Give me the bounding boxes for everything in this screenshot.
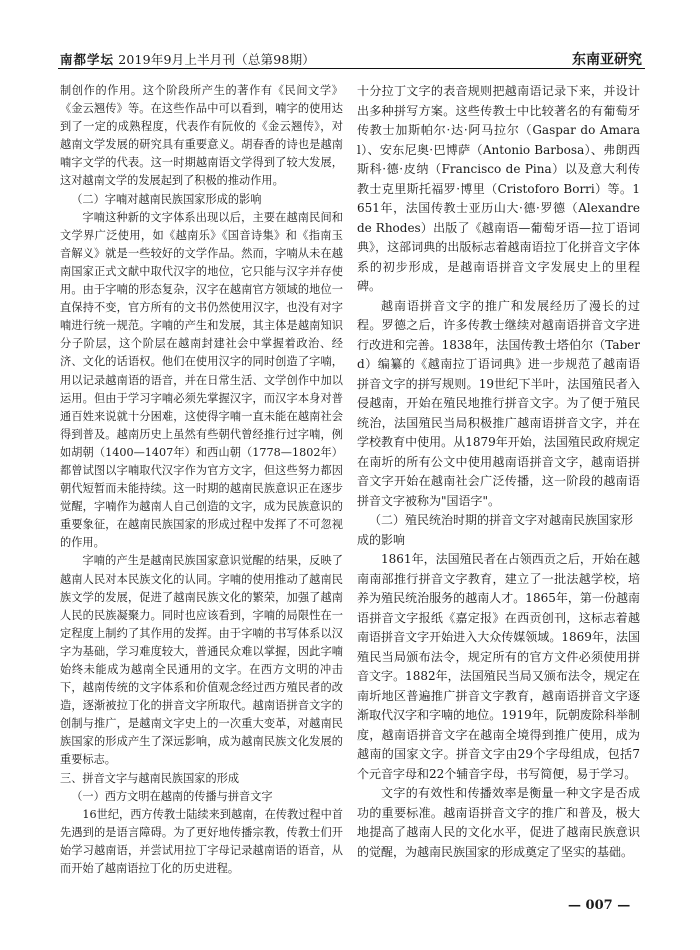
issue-info: 2019年9月上半月刊（总第98期） bbox=[118, 52, 315, 67]
subsection-heading: （二）殖民统治时期的拼音文字对越南民族国家形成的影响 bbox=[357, 513, 634, 547]
paragraph: 文字的有效性和传播效率是衡量一种文字是否成功的重要标准。越南语拼音文字的推广和普及，极大地提高了越南人民的文化水平，促进了越南民族意识的觉醒，为越南民族国家的形成奠定了坚实的基础。 bbox=[357, 786, 640, 859]
right-column bbox=[357, 82, 640, 862]
paragraph: 字喃这种新的文字体系出现以后，主要在越南民间和文学界广泛使用，如《越南乐》《国音诗集》和《指南玉音解义》就是一些较好的文学作品。然而，字喃从未在越南国家正式文献中取代汉字的地位，它只能与汉字并存使用。由于字喃的形态复杂，汉字在越南官方领域的地位一直保持不变，官方所有的文书仍然使用汉字，也没有对字喃进行统一规范。字喃的产生和发展，其主体是越南知识分子阶层，这个阶层在越南封建社会中掌握着政治、经济、文化的话语权。他们在使用汉字的同时创造了字喃，用以记录越南语的语音，并在日常生活、文学创作中加以运用。但由于学习字喃必须先掌握汉字，而汉字本身对普通百姓来说就十分困难，这使得字喃一直未能在越南社会得到普及。越南历史上虽然有些朝代曾经推行过字喃，例如胡朝（1400—1407年）和西山朝（1778—1802年）都曾试图以字喃取代汉字作为官方文字，但这些努力都因朝代短暂而未能持续。这一时期的越南民族意识正在逐步觉醒，字喃作为越南人自己创造的文字，成为民族意识的重要象征，在越南民族国家的形成过程中发挥了不可忽视的作用。 bbox=[60, 210, 343, 550]
subsection-heading: （一）西方文明在越南的传播与拼音文字 bbox=[71, 789, 273, 803]
paragraph: 1861年，法国殖民者在占领西贡之后，开始在越南南部推行拼音文字教育，建立了一批法越学校，培养为殖民统治服务的越南人才。1865年，第一份越南语拼音文字报纸《嘉定报》在西贡创刊，这标志着越南语拼音文字开始进入大众传媒领域。1869年，法国殖民当局颁布法令，规定所有的官方文件必须使用拼音文字。1882年，法国殖民当局又颁布法令，规定在南圻地区普遍推广拼音文字教育，越南语拼音文字逐渐取代汉字和字喃的地位。1919年，阮朝废除科举制度，越南语拼音文字在越南全境得到推广使用，成为越南的国家文字。拼音文字由29个字母组成，包括7个元音字母和22个辅音字母，书写简便，易于学习。 bbox=[357, 552, 640, 781]
paragraph: 16世纪，西方传教士陆续来到越南，在传教过程中首先遇到的是语言障碍。为了更好地传播宗教，传教士们开始学习越南语，并尝试用拉丁字母记录越南语的语音，从而开始了越南语拉丁化的历史进程。 bbox=[60, 807, 343, 876]
page-number: — 007 — bbox=[568, 898, 631, 913]
journal-info bbox=[60, 50, 315, 68]
paragraph: 十分拉丁文字的表音规则把越南语记录下来，并设计出多种拼写方案。这些传教士中比较著名的有葡萄牙传教士加斯帕尔·达·阿马拉尔（Gaspar do Amaral）、安东尼奥·巴博萨（Antonio Barbosa）、弗朗西斯科·德·皮纳（Francisco de Pina）以及意大利传教士克里斯托福罗·博里（Cristoforo Borri）等。1651年，法国传教士亚历山大·德·罗德（Alexandre de Rhodes）出版了《越南语—葡萄牙语—拉丁语词典》，这部词典的出版标志着越南语拉丁化拼音文字体系的初步形成，是越南语拼音文字发展史上的里程碑。 bbox=[357, 84, 640, 293]
paragraph: 字喃的产生是越南民族国家意识觉醒的结果，反映了越南人民对本民族文化的认同。字喃的使用推动了越南民族文学的发展，促进了越南民族文化的繁荣，加强了越南人民的民族凝聚力。同时也应该看到，字喃的局限性在一定程度上制约了其作用的发挥。由于字喃的书写体系以汉字为基础，学习难度较大，普通民众难以掌握，因此字喃始终未能成为越南全民通用的文字。在西方文明的冲击下，越南传统的文字体系和价值观念经过西方殖民者的改造，逐渐被拉丁化的拼音文字所取代。越南语拼音文字的创制与推广，是越南文字史上的一次重大变革，对越南民族国家的形成产生了深远影响，成为越南民族文化发展的重要标志。 bbox=[60, 554, 343, 767]
header-rule bbox=[58, 68, 645, 69]
page-header bbox=[0, 0, 700, 70]
section-heading: 三、拼音文字与越南民族国家的形成 bbox=[60, 771, 240, 785]
paragraph: 制创作的作用。这个阶段所产生的著作有《民间文学》《金云翘传》等。在这些作品中可以看到，喃字的使用达到了一定的成熟程度，代表作有阮攸的《金云翘传》，对越南文学发展的研究具有重要意义。胡春香的诗也是越南喃字文学的代表。这一时期越南语文学得到了较大发展，这对越南文学的发展起到了积极的推动作用。 bbox=[60, 84, 343, 188]
journal-name: 南都学坛 bbox=[60, 52, 115, 67]
paragraph: 越南语拼音文字的推广和发展经历了漫长的过程。罗德之后，许多传教士继续对越南语拼音文字进行改进和完善。1838年，法国传教士塔伯尔（Taberd）编纂的《越南拉丁语词典》进一步规范了越南语拼音文字的拼写规则。19世纪下半叶，法国殖民者入侵越南，开始在殖民地推行拼音文字。为了便于殖民统治，法国殖民当局积极推广越南语拼音文字，并在学校教育中使用。从1879年开始，法国殖民政府规定在南圻的所有公文中使用越南语拼音文字，越南语拼音文字开始在越南社会广泛传播，这一阶段的越南语拼音文字被称为"国语字"。 bbox=[357, 298, 640, 508]
subsection-heading: （二）字喃对越南民族国家形成的影响 bbox=[71, 192, 262, 206]
section-name: 东南亚研究 bbox=[572, 52, 642, 68]
left-column bbox=[60, 82, 343, 878]
